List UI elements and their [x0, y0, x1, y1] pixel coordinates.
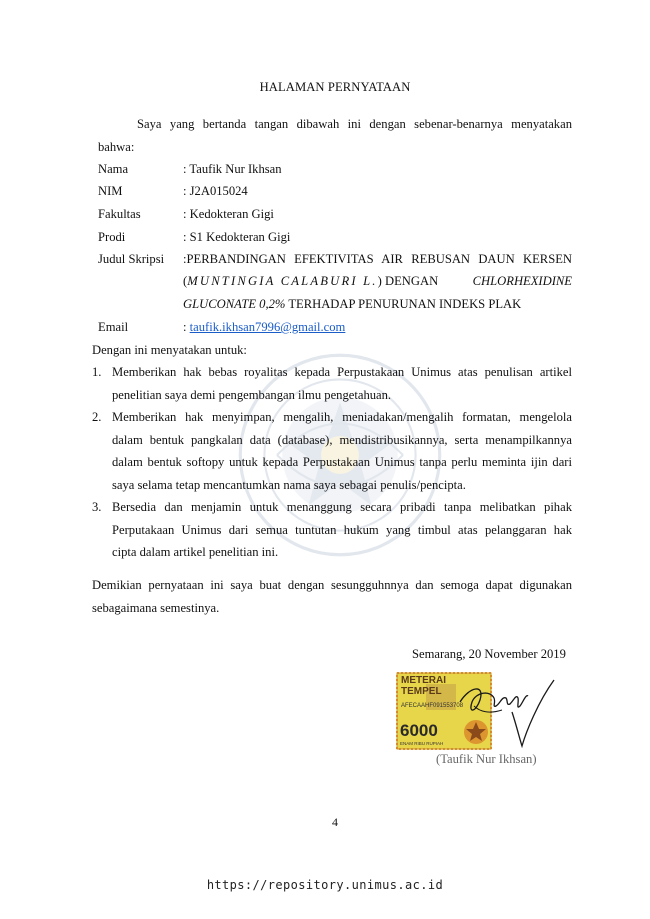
handwritten-signature [450, 672, 560, 752]
stamp-value: 6000 [400, 721, 438, 740]
item-1-line-2: penelitian saya demi pengembangan ilmu pengetahuan. [112, 388, 392, 402]
item-2-number: 2. [92, 410, 102, 424]
stamp-text-1: METERAI [401, 675, 446, 686]
item-2-line-3: dalam bentuk softopy untuk kepada Perpustakaan Unimus tanpa perlu meminta ijin dari [112, 455, 572, 469]
stamp-serial: AFECAAHF091553708 [401, 703, 464, 709]
judul-line-2 [183, 274, 572, 289]
item-1-number: 1. [92, 365, 102, 379]
page-title: HALAMAN PERNYATAAN [259, 80, 411, 94]
fakultas-value: : Kedokteran Gigi [183, 207, 274, 221]
signer-name: (Taufik Nur Ikhsan) [436, 752, 537, 766]
item-2-line-4: saya selama tetap mencantumkan nama saya sebagai penulis/pencipta. [112, 478, 466, 492]
item-3-line-3: cipta dalam artikel penelitian ini. [112, 545, 279, 559]
email-value: : taufik.ikhsan7996@gmail.com [183, 320, 346, 334]
prodi-label: Prodi [98, 230, 126, 244]
closing-line-2: sebagaimana semestinya. [92, 601, 220, 615]
email-link[interactable]: taufik.ikhsan7996@gmail.com [189, 320, 346, 334]
nim-value: : J2A015024 [183, 184, 248, 198]
item-3-line-2: Perputakaan Unimus dari semua tuntutan hukum yang timbul atas pelanggaran hak [112, 523, 572, 537]
nim-label: NIM [98, 184, 123, 198]
stamp-text-2: TEMPEL [401, 686, 442, 697]
judul-line-2-drug: CHLORHEXIDINE [472, 274, 572, 288]
nama-value: : Taufik Nur Ikhsan [183, 162, 282, 176]
judul-line-2-species: (MUNTINGIA CALABURI L.) DENGAN [183, 274, 439, 288]
prodi-value: : S1 Kedokteran Gigi [183, 230, 291, 244]
judul-line-3: GLUCONATE 0,2% TERHADAP PENURUNAN INDEKS PLAK [183, 297, 522, 311]
item-3-number: 3. [92, 500, 102, 514]
item-2-line-1: Memberikan hak menyimpan, mengalih, meniadakan/mengalih formatan, mengelola [112, 410, 572, 424]
item-3-line-1: Bersedia dan menjamin untuk menanggung secara pribadi tanpa melibatkan pihak [112, 500, 572, 514]
stamp-small-text: ENAM RIBU RUPIAH [400, 741, 444, 746]
item-2-line-2: dalam bentuk pangkalan data (database), mendistribusikannya, serta menampilkannya [112, 433, 572, 447]
place-date: Semarang, 20 November 2019 [412, 647, 566, 661]
intro-line-2: bahwa: [98, 140, 135, 154]
judul-label: Judul Skripsi [98, 252, 165, 266]
item-1-line-1: Memberikan hak bebas royalitas kepada Perpustakaan Unimus atas penulisan artikel [112, 365, 572, 379]
page-number: 4 [332, 815, 338, 829]
intro-line-1: Saya yang bertanda tangan dibawah ini dengan sebenar-benarnya menyatakan [137, 117, 572, 131]
closing-line-1: Demikian pernyataan ini saya buat dengan sesungguhnnya dan semoga dapat digunakan [92, 578, 572, 592]
nama-label: Nama [98, 162, 129, 176]
footer-url: https://repository.unimus.ac.id [206, 878, 444, 892]
judul-line-1: :PERBANDINGAN EFEKTIVITAS AIR REBUSAN DAUN KERSEN [183, 252, 572, 266]
fakultas-label: Fakultas [98, 207, 141, 221]
email-label: Email [98, 320, 129, 334]
statement-intro: Dengan ini menyatakan untuk: [92, 343, 247, 357]
